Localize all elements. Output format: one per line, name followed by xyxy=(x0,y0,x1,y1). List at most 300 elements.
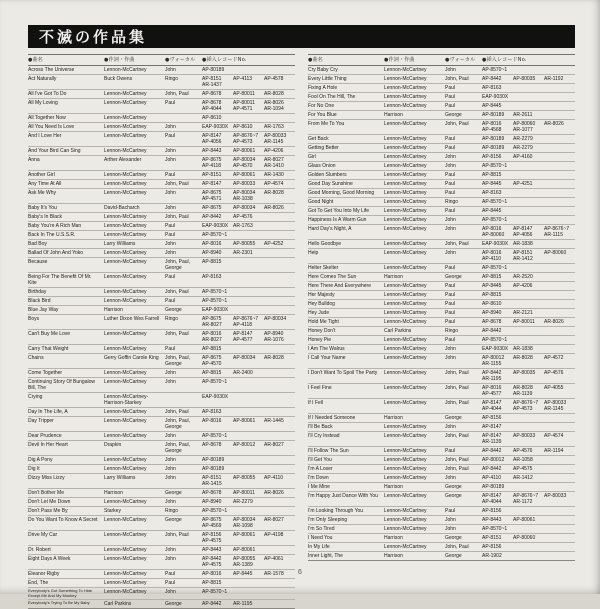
composer-cell: Lennon-McCartney xyxy=(104,274,147,280)
vocal-cell: Paul xyxy=(445,448,456,454)
table-row xyxy=(308,144,575,153)
record-number: AP-4056 xyxy=(202,139,222,145)
record-number: AP-80061 xyxy=(233,547,256,553)
song-title-cell: Birthday xyxy=(28,289,47,295)
record-number: AP-80012 xyxy=(482,355,505,361)
composer-cell: Lennon-McCartney xyxy=(104,214,147,220)
record-number: AR-8028 xyxy=(264,355,284,361)
table-row xyxy=(308,189,575,198)
composer-cell: Lennon-McCartney xyxy=(104,250,147,256)
table-row xyxy=(28,258,295,273)
record-numbers-cell xyxy=(482,241,575,247)
record-number: AP-4575 xyxy=(513,466,533,472)
composer-cell: Buck Owens xyxy=(104,76,133,82)
record-number: AP-8151 xyxy=(513,250,533,256)
table-row xyxy=(28,489,295,498)
record-line xyxy=(482,346,575,352)
composer-cell: Lennon-McCartney xyxy=(384,457,427,463)
record-line xyxy=(202,139,295,145)
table-row xyxy=(308,456,575,465)
table-row xyxy=(308,492,575,507)
table-row xyxy=(308,216,575,225)
table-row xyxy=(28,123,295,132)
record-line xyxy=(482,274,575,280)
record-number: AP-80189 xyxy=(202,67,225,73)
record-numbers-cell xyxy=(202,298,295,304)
song-table-column-2 xyxy=(308,54,575,561)
record-line xyxy=(202,148,295,154)
record-numbers-cell xyxy=(202,133,295,145)
record-numbers-cell xyxy=(482,274,575,280)
song-title-cell: Good Morning, Good Morning xyxy=(308,190,375,196)
song-title-cell: I'm A Loser xyxy=(308,466,333,472)
table-row xyxy=(308,120,575,135)
vocal-cell: John xyxy=(445,67,456,73)
song-title-cell: Fool On The Hill, The xyxy=(308,94,356,100)
record-number: AP-8151 xyxy=(202,475,222,481)
record-line xyxy=(202,481,295,487)
record-numbers-cell xyxy=(202,190,295,202)
vocal-cell: John xyxy=(445,217,456,223)
record-line xyxy=(482,190,575,196)
record-number: AP-4576 xyxy=(513,448,533,454)
song-title-cell: I'll Follow The Sun xyxy=(308,448,349,454)
song-title-cell: Dig It xyxy=(28,466,40,472)
table-row xyxy=(308,483,575,492)
vocal-cell: George xyxy=(445,553,462,559)
record-number: AP-80061 xyxy=(233,148,256,154)
vocal-cell: Paul xyxy=(165,232,176,238)
song-title-cell: I Need You xyxy=(308,535,333,541)
record-numbers-cell xyxy=(482,199,575,205)
table-row xyxy=(28,393,295,408)
song-title-cell: Day In The Life, A xyxy=(28,409,68,415)
record-number: AP-4206 xyxy=(513,283,533,289)
song-title-cell: I Call Your Name xyxy=(308,355,346,361)
record-numbers-cell xyxy=(202,379,295,385)
vocal-cell: John, Paul xyxy=(445,385,469,391)
song-title-cell: Dig A Pony xyxy=(28,457,53,463)
vocal-cell: John xyxy=(165,547,176,553)
record-number: AR-1412 xyxy=(513,256,533,262)
table-row xyxy=(308,534,575,543)
vocal-cell: Paul xyxy=(445,85,456,91)
composer-cell: Lennon-McCartney xyxy=(384,466,427,472)
composer-cell: Lennon-McCartney xyxy=(104,418,147,424)
record-number: AR-2400 xyxy=(233,370,253,376)
table-row xyxy=(308,162,575,171)
vocal-cell: John, Paul, George xyxy=(165,418,191,430)
record-number: AP-8156 xyxy=(482,544,502,550)
song-title-cell: Do You Want To Know A Secret xyxy=(28,517,98,523)
song-title-cell: If I Fell xyxy=(308,400,324,406)
song-title-cell: I'm Only Sleeping xyxy=(308,517,348,523)
table-row xyxy=(28,498,295,507)
composer-cell: Lennon-McCartney xyxy=(384,346,427,352)
record-number: AP-8675 xyxy=(202,316,222,322)
record-numbers-cell xyxy=(202,331,295,343)
column-header-row xyxy=(308,54,575,66)
record-numbers-cell xyxy=(482,190,575,196)
record-line xyxy=(202,289,295,295)
record-line xyxy=(482,199,575,205)
table-row xyxy=(308,282,575,291)
record-number: AP-8442 xyxy=(202,601,222,608)
record-numbers-cell xyxy=(482,136,575,142)
table-row xyxy=(28,66,295,75)
song-title-cell: Don't Bother Me xyxy=(28,490,64,496)
composer-cell: Lennon-McCartney xyxy=(384,301,427,307)
record-number: AR-1077 xyxy=(513,127,533,133)
record-number: AP-8442 xyxy=(482,466,502,472)
song-title-cell: Dizzy Miss Lizzy xyxy=(28,475,65,481)
table-row xyxy=(28,378,295,393)
record-number: AP-4251 xyxy=(513,181,533,187)
record-number: AP-4574 xyxy=(264,181,284,187)
record-number: AP-4110 xyxy=(264,475,284,481)
vocal-cell: John, Paul xyxy=(445,544,469,550)
song-title-cell: All I've Got To Do xyxy=(28,91,67,97)
vocal-cell: John xyxy=(445,250,456,256)
record-number: EAP-9030X xyxy=(202,223,229,229)
table-row xyxy=(308,153,575,162)
table-row xyxy=(28,273,295,288)
composer-cell: Lennon-McCartney xyxy=(384,283,427,289)
composer-cell: Lennon-McCartney xyxy=(384,190,427,196)
table-row xyxy=(28,417,295,432)
record-number: AP-8445 xyxy=(482,181,502,187)
record-number: AR-2279 xyxy=(513,136,533,142)
composer-cell: Carl Parkins xyxy=(104,601,132,608)
table-row xyxy=(308,543,575,552)
table-row xyxy=(308,507,575,516)
composer-cell: Lennon-McCartney xyxy=(104,409,147,415)
record-number: AP-80189 xyxy=(482,484,505,490)
record-number: EAP-9030X xyxy=(482,346,509,352)
table-row xyxy=(308,225,575,240)
record-line xyxy=(202,91,295,97)
table-row xyxy=(28,288,295,297)
record-number: AP-8940 xyxy=(202,499,222,505)
vocal-cell: John xyxy=(445,526,456,532)
record-number: AP-8147 xyxy=(513,226,533,232)
vocal-cell: George xyxy=(445,112,462,118)
composer-cell: Larry Williams xyxy=(104,241,136,247)
record-numbers-cell xyxy=(202,433,295,439)
song-title-cell: And Your Bird Can Sing xyxy=(28,148,81,154)
record-number: AP-8147 xyxy=(482,424,502,430)
record-number: AP-80033 xyxy=(544,493,567,499)
song-title-cell: Black Bird xyxy=(28,298,51,304)
table-row xyxy=(308,552,575,561)
record-line xyxy=(482,256,575,262)
record-numbers-cell xyxy=(482,67,575,73)
table-row xyxy=(308,516,575,525)
record-numbers-cell xyxy=(482,517,575,523)
record-line xyxy=(202,223,295,229)
song-title-cell: If I Needed Someone xyxy=(308,415,356,421)
table-row xyxy=(28,189,295,204)
composer-cell: Lennon-McCartney xyxy=(384,94,427,100)
song-title-cell: Girl xyxy=(308,154,316,160)
record-number: AR-1838 xyxy=(513,241,533,247)
composer-cell: Lennon-McCartney xyxy=(104,124,147,130)
record-line xyxy=(202,589,295,595)
record-number: AP-4576 xyxy=(544,370,564,376)
composer-cell: Lennon-McCartney xyxy=(104,331,147,337)
vocal-cell: John, Paul xyxy=(165,91,189,97)
record-number: AR-8026 xyxy=(264,205,284,211)
record-line xyxy=(202,523,295,529)
composer-cell: Lennon-McCartney xyxy=(384,67,427,73)
composer-cell: Lennon-McCartney xyxy=(384,517,427,523)
record-line xyxy=(202,418,295,424)
vocal-cell: John, Paul xyxy=(165,409,189,415)
vocal-cell: John, Paul xyxy=(445,457,469,463)
record-number: AR-8028 xyxy=(513,355,533,361)
record-number: EAP-9030X xyxy=(202,394,229,400)
song-title-cell: Get Back xyxy=(308,136,329,142)
record-number: AP-8570~1 xyxy=(202,379,228,385)
record-numbers-cell xyxy=(202,409,295,415)
record-numbers-cell xyxy=(202,601,295,607)
table-row xyxy=(28,441,295,456)
song-title-cell: All My Loving xyxy=(28,100,58,106)
composer-cell: David-Bacharch xyxy=(104,205,140,211)
table-row xyxy=(308,447,575,456)
record-line xyxy=(202,307,295,313)
song-title-cell: Baby's In Black xyxy=(28,214,63,220)
vocal-cell: Ringo xyxy=(165,316,179,322)
record-number: AP-8570~1 xyxy=(202,289,228,295)
record-line xyxy=(202,250,295,256)
record-number: AP-8442 xyxy=(482,328,502,334)
record-number: AP-80012 xyxy=(482,457,505,463)
vocal-cell: John, Paul, George xyxy=(165,259,191,271)
record-number: AP-80034 xyxy=(233,190,256,196)
song-title-cell: Here Comes The Sun xyxy=(308,274,357,280)
table-row xyxy=(308,198,575,207)
table-row xyxy=(308,273,575,282)
record-numbers-cell xyxy=(482,283,575,289)
record-number: AR-8028 xyxy=(513,385,533,391)
composer-cell: Lennon-McCartney xyxy=(384,319,427,325)
record-line xyxy=(202,370,295,376)
record-numbers-cell xyxy=(202,223,295,229)
record-line xyxy=(482,76,575,82)
vocal-cell: John xyxy=(165,466,176,472)
record-number: AP-8163 xyxy=(202,274,222,280)
record-line xyxy=(202,337,295,343)
vocal-cell: John, Paul xyxy=(165,214,189,220)
record-number: AR-8027 xyxy=(264,517,284,523)
table-row xyxy=(308,474,575,483)
song-title-cell: Boys xyxy=(28,316,40,322)
song-title-cell: I'm Looking Through You xyxy=(308,508,364,514)
vocal-cell: Ringo xyxy=(165,76,179,82)
song-title-cell: I Feel Fine xyxy=(308,385,332,391)
table-row xyxy=(308,93,575,102)
record-line xyxy=(482,328,575,334)
record-numbers-cell xyxy=(482,466,575,472)
vocal-cell: Paul xyxy=(445,103,456,109)
table-row xyxy=(308,180,575,189)
table-row xyxy=(308,207,575,216)
record-line xyxy=(482,172,575,178)
record-numbers-cell xyxy=(482,475,575,481)
record-numbers-cell xyxy=(482,457,575,463)
table-row xyxy=(28,147,295,156)
table-row xyxy=(28,507,295,516)
record-numbers-cell xyxy=(202,556,295,568)
song-title-cell: Back In The U.S.S.R. xyxy=(28,232,76,238)
song-title-cell: Helter Skelter xyxy=(308,265,339,271)
vocal-cell: John xyxy=(165,433,176,439)
record-number: AR-1412 xyxy=(513,475,533,481)
record-numbers-cell xyxy=(202,355,295,367)
record-line xyxy=(202,163,295,169)
composer-cell: Lennon-McCartney xyxy=(384,250,427,256)
vocal-cell: Paul xyxy=(165,571,176,577)
table-row xyxy=(308,318,575,327)
composer-cell: Harrison xyxy=(384,553,403,559)
composer-cell: Arther Alexander xyxy=(104,157,142,163)
record-numbers-cell xyxy=(202,250,295,256)
composer-cell: Harrison xyxy=(104,307,123,313)
table-row xyxy=(308,300,575,309)
vocal-cell: George xyxy=(445,535,462,541)
composer-cell: Lennon-McCartney xyxy=(104,298,147,304)
composer-cell: Lennon-McCartney xyxy=(104,289,147,295)
record-number: AP-80060 xyxy=(513,535,536,541)
composer-cell: Lennon-McCartney xyxy=(384,400,427,406)
composer-cell: Lennon-McCartney xyxy=(104,547,147,553)
record-numbers-cell xyxy=(202,394,295,400)
vocal-cell: Paul xyxy=(445,319,456,325)
record-number: AP-80034 xyxy=(233,517,256,523)
table-row xyxy=(28,474,295,489)
record-line xyxy=(202,580,295,586)
record-line xyxy=(482,319,575,325)
composer-cell: Lennon-McCartney xyxy=(104,259,147,265)
record-number: AP-8940 xyxy=(482,310,502,316)
record-numbers-cell xyxy=(202,181,295,187)
composer-cell: Lennon-McCartney xyxy=(384,76,427,82)
table-row xyxy=(308,171,575,180)
record-number: AP-8675 xyxy=(202,355,222,361)
record-numbers-cell xyxy=(202,499,295,505)
composer-cell: Harrison xyxy=(384,535,403,541)
song-title-cell: Day Tripper xyxy=(28,418,54,424)
record-number: AP-80034 xyxy=(233,157,256,163)
song-title-cell: Don't Pass Me By xyxy=(28,508,68,514)
composer-cell: Lennon-McCartney xyxy=(384,226,427,232)
record-number: AP-8940 xyxy=(202,250,222,256)
record-line xyxy=(482,232,575,238)
record-line xyxy=(482,94,575,100)
vocal-cell: Paul xyxy=(445,283,456,289)
record-number: AP-80033 xyxy=(544,400,567,406)
table-row xyxy=(28,231,295,240)
song-title-cell: Fixing A Hole xyxy=(308,85,338,91)
table-row xyxy=(28,555,295,570)
record-line xyxy=(482,508,575,514)
song-title-cell: Happiness Is A Warm Gun xyxy=(308,217,367,223)
song-title-cell: Don't Let Me Down xyxy=(28,499,71,505)
composer-cell: Lennon-McCartney xyxy=(104,457,147,463)
vocal-cell: Ringo xyxy=(165,508,179,514)
record-number: AR-8027 xyxy=(264,157,284,163)
record-numbers-cell xyxy=(482,385,575,397)
song-title-cell: Her Majesty xyxy=(308,292,335,298)
record-number: AR-1139 xyxy=(482,439,502,445)
table-row xyxy=(28,156,295,171)
song-title-cell: Everybody's Trying To Be My Baby xyxy=(28,600,90,606)
song-title-cell: Because xyxy=(28,259,48,265)
record-number: AP-4569 xyxy=(202,523,222,529)
vocal-cell: Paul xyxy=(165,346,176,352)
record-numbers-cell xyxy=(482,328,575,334)
song-title-cell: Honey Don't xyxy=(308,328,336,334)
record-numbers-cell xyxy=(202,442,295,448)
record-number: AP-8151 xyxy=(482,535,502,541)
composer-cell: Lennon-McCartney xyxy=(384,544,427,550)
composer-cell: Lennon-McCartney xyxy=(384,292,427,298)
record-line xyxy=(202,232,295,238)
record-number: AR-2520 xyxy=(513,274,533,280)
composer-cell: Drapkin xyxy=(104,442,122,448)
record-number: AP-8156 xyxy=(202,532,222,538)
composer-cell: Lennon-McCartney xyxy=(384,310,427,316)
record-number: AP-8445 xyxy=(482,103,502,109)
composer-cell: Lennon-McCartney xyxy=(384,508,427,514)
record-line xyxy=(202,172,295,178)
record-number: AP-80061 xyxy=(233,172,256,178)
record-number: AP-8570~1 xyxy=(202,298,228,304)
record-number: AP-4044 xyxy=(482,406,502,412)
record-number: AP-8678 xyxy=(202,442,222,448)
song-title-cell: Devil In Her Heart xyxy=(28,442,68,448)
record-number: AP-8156 xyxy=(482,154,502,160)
record-numbers-cell xyxy=(482,310,575,316)
record-numbers-cell xyxy=(202,205,295,211)
table-row xyxy=(28,240,295,249)
table-row xyxy=(308,336,575,345)
record-number: AR-8027 xyxy=(202,322,222,328)
song-title-cell: All Together Now xyxy=(28,115,66,121)
song-title-cell: I Don't Want To Spoil The Party xyxy=(308,370,378,376)
vocal-cell: John xyxy=(165,250,176,256)
record-line xyxy=(482,283,575,289)
table-row xyxy=(308,111,575,120)
composer-cell: Lennon-McCartney xyxy=(104,100,147,106)
record-number: AP-8147 xyxy=(202,181,222,187)
vocal-cell: Ringo xyxy=(445,199,459,205)
record-line xyxy=(482,85,575,91)
record-number: AP-8676~7 xyxy=(233,133,259,139)
composer-cell: Lennon-McCartney xyxy=(104,517,147,523)
record-number: AP-8016 xyxy=(202,241,222,247)
record-line xyxy=(482,484,575,490)
table-row xyxy=(28,132,295,147)
record-number: AR-1058 xyxy=(513,457,533,463)
record-number: AR-8026 xyxy=(544,121,564,127)
record-number: AP-4571 xyxy=(202,196,222,202)
vocal-cell: John, Paul xyxy=(445,76,469,82)
record-number: AP-4113 xyxy=(233,76,253,82)
vocal-cell: John xyxy=(165,499,176,505)
record-number: AP-4044 xyxy=(482,499,502,505)
